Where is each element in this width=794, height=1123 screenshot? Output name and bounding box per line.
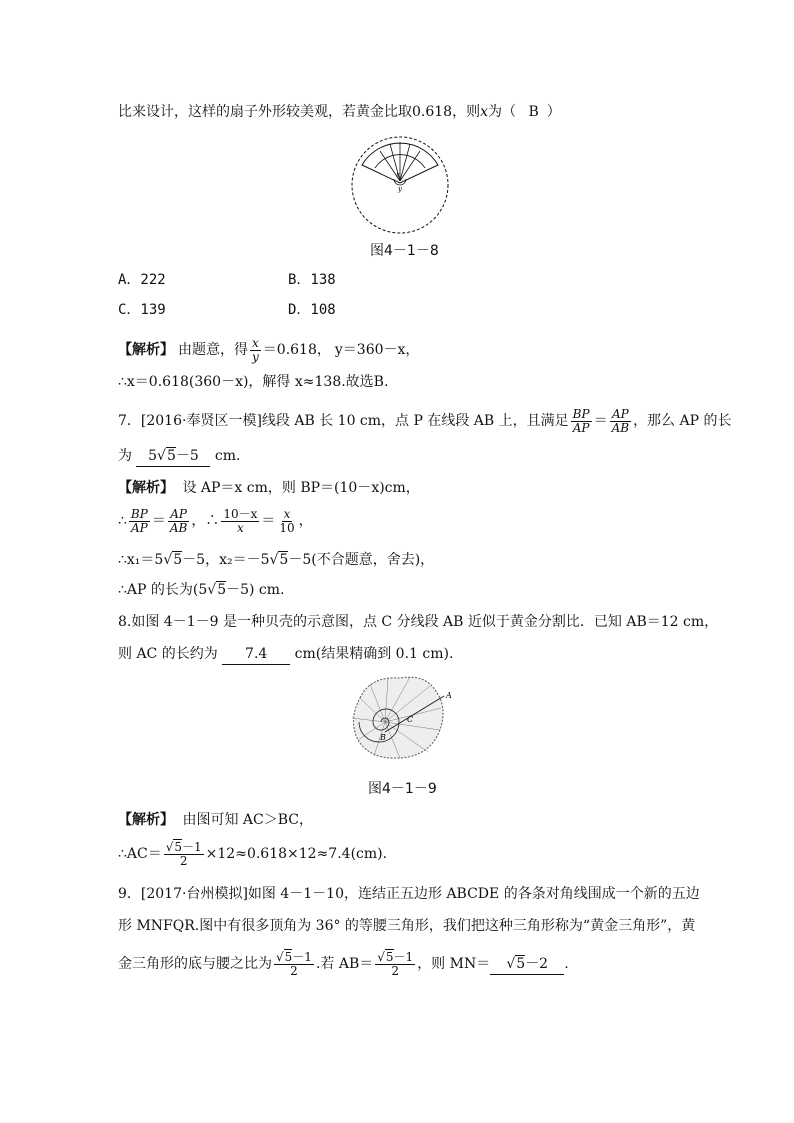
fraction-x-over-10: $\frac{x}{10}$ xyxy=(279,506,295,535)
choice-d: D．108 xyxy=(288,302,336,318)
fan-ribs xyxy=(380,142,420,181)
q9-answer-blank: √5－2 xyxy=(490,954,564,975)
intro-line: 比来设计，这样的扇子外形较美观，若黄金比取0.618，则x为（ B ） xyxy=(118,104,561,120)
fraction-golden-1: $\frac{√5-1}{2}$ xyxy=(276,949,312,978)
choice-a: A．222 xyxy=(118,272,166,288)
fraction-x-over-y: $\frac{x}{y}$ xyxy=(252,335,259,364)
label-x: x xyxy=(396,171,400,179)
fraction-golden-2: $\frac{√5-1}{2}$ xyxy=(377,949,414,978)
q9-line3: 金三角形的底与腰之比为 $\frac{√5-1}{2}$ .若 AB＝ $\frac{√5-1}{2}$ ，则 MN＝ √5－2 . xyxy=(118,949,569,978)
q7-solution-line1: 【解析】 设 AP＝x cm，则 BP＝(10－x)cm， xyxy=(118,480,420,496)
q8-answer-blank: 7.4 xyxy=(222,644,290,665)
fraction-bp-ap-2: $\frac{BP}{AP}$ xyxy=(130,506,148,535)
q6-solution-line2: ∴x＝0.618(360－x)，解得 x≈138.故选B. xyxy=(118,374,389,390)
label-a: A xyxy=(446,691,452,700)
fraction-golden-ratio: $\frac{√5-1}{2}$ xyxy=(165,839,202,868)
label-c: C xyxy=(407,715,414,724)
choice-b: B．138 xyxy=(288,272,336,288)
label-y: y xyxy=(398,185,402,193)
q8-line1: 8.如图 4－1－9 是一种贝壳的示意图，点 C 分线段 AB 近似于黄金分割比．已知 AB＝12 cm， xyxy=(118,614,719,630)
q8-solution-line1: 【解析】 由图可知 AC＞BC， xyxy=(118,812,313,828)
q9-line2: 形 MNFQR.图中有很多顶角为 36° 的等腰三角形，我们把这种三角形称为“黄金三角形”，黄 xyxy=(118,918,696,934)
shell-diagram xyxy=(340,668,460,768)
q7-solution-line4: ∴AP 的长为(5√5－5) cm. xyxy=(118,582,285,598)
label-b: B xyxy=(380,733,386,742)
q7-line1: 7．[2016·奉贤区一模]线段 AB 长 10 cm，点 P 在线段 AB 上，且满足 $\frac{BP}{AP}$ ＝ $\frac{AP}{AB}$ ，那么 AP 的长 xyxy=(118,406,732,435)
q7-answer-blank: 5√5－5 xyxy=(136,446,210,467)
q7-line2: 为 5√5－5 cm. xyxy=(118,446,240,467)
q8-solution-line2: ∴AC＝ $\frac{√5-1}{2}$ ×12≈0.618×12≈7.4(cm). xyxy=(118,839,388,868)
fraction-ap-ab-2: $\frac{AP}{AB}$ xyxy=(169,506,188,535)
fraction-10-x-over-x: $\frac{10-x}{x}$ xyxy=(223,506,258,535)
fraction-ap-ab: $\frac{AP}{AB}$ xyxy=(611,406,630,435)
q8-line2: 则 AC 的长约为 7.4 cm(结果精确到 0.1 cm). xyxy=(118,644,453,665)
fan-diagram xyxy=(350,135,450,235)
figure-caption-1: 图4－1－8 xyxy=(370,243,439,259)
choice-c: C．139 xyxy=(118,302,166,318)
q7-solution-line3: ∴x₁＝5√5－5，x₂＝－5√5－5(不合题意，舍去)， xyxy=(118,552,435,568)
q7-solution-line2: ∴ $\frac{BP}{AP}$ ＝ $\frac{AP}{AB}$ ，∴ $\frac{10-x}{x}$ ＝ $\frac{x}{10}$ ， xyxy=(118,506,313,535)
fraction-bp-ap: $\frac{BP}{AP}$ xyxy=(572,406,590,435)
answer-choice: B xyxy=(528,104,539,120)
q6-solution-line1: 【解析】 由题意，得 $\frac{x}{y}$ ＝0.618， y＝360－x， xyxy=(118,335,420,364)
q9-line1: 9．[2017·台州模拟]如图 4－1－10，连结正五边形 ABCDE 的各条对角线围成一个新的五边 xyxy=(118,886,700,902)
figure-caption-2: 图4－1－9 xyxy=(368,781,437,797)
